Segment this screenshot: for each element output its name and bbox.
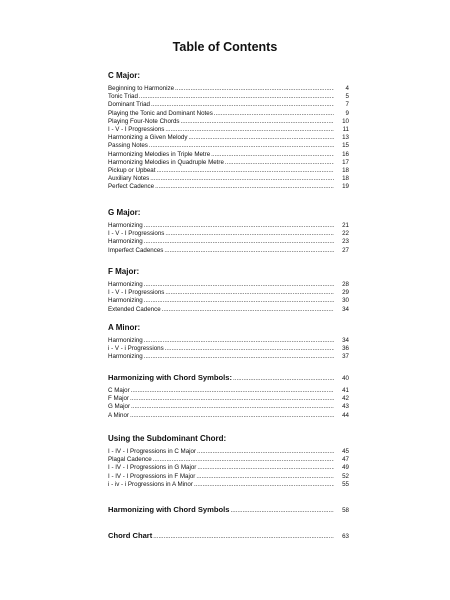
toc-entry[interactable]: G Major ..... 43	[108, 403, 349, 411]
toc-entry[interactable]: i - V - i Progressions ..... 36	[108, 345, 349, 353]
toc-entry[interactable]: Harmonizing a Given Melody ..... 13	[108, 134, 349, 142]
section-a-minor	[108, 323, 349, 362]
toc-entry[interactable]: Playing Four-Note Chords ..... 10	[108, 118, 349, 126]
dot-leader	[214, 110, 334, 118]
dot-leader	[149, 142, 334, 150]
dot-leader	[194, 481, 334, 489]
toc-entry[interactable]: i - iv - i Progressions in A Minor ..... 55	[108, 481, 349, 489]
dot-leader	[196, 473, 334, 481]
toc-entry[interactable]: Perfect Cadence ..... 19	[108, 183, 349, 191]
toc-entry[interactable]: Harmonizing ..... 37	[108, 353, 349, 361]
dot-leader	[165, 230, 334, 238]
section-heading: F Major:	[108, 267, 140, 276]
dot-leader	[150, 175, 334, 183]
toc-entry[interactable]: Harmonizing ..... 30	[108, 297, 349, 305]
section-f-major	[108, 267, 349, 314]
dot-leader	[162, 306, 334, 314]
section-heading: C Major:	[108, 71, 140, 80]
toc-entry[interactable]: Playing the Tonic and Dominant Notes ..... 9	[108, 110, 349, 118]
dot-leader	[144, 222, 334, 230]
toc-heading-entry[interactable]: Chord Chart ..... 63	[108, 531, 349, 541]
toc-entry[interactable]: Dominant Triad ..... 7	[108, 101, 349, 109]
dot-leader	[181, 118, 334, 126]
dot-leader	[151, 101, 334, 109]
section-c-major	[108, 71, 349, 191]
toc-entry[interactable]: Harmonizing ..... 21	[108, 222, 349, 230]
dot-leader	[131, 403, 334, 411]
toc-entry[interactable]: Extended Cadence ..... 34	[108, 306, 349, 314]
dot-leader	[165, 345, 334, 353]
toc-entry[interactable]: Imperfect Cadences ..... 27	[108, 247, 349, 255]
toc-entry[interactable]: Harmonizing ..... 23	[108, 238, 349, 246]
section-heading: Using the Subdominant Chord:	[108, 434, 227, 443]
dot-leader	[164, 247, 334, 255]
section-heading: A Minor:	[108, 323, 141, 332]
dot-leader	[144, 281, 334, 289]
toc-entry[interactable]: I - IV - I Progressions in G Major ..... 49	[108, 464, 349, 472]
toc-entry[interactable]: I - V - I Progressions ..... 11	[108, 126, 349, 134]
section-subdominant	[108, 434, 349, 489]
dot-leader	[144, 297, 334, 305]
dot-leader	[139, 93, 334, 101]
dot-leader	[144, 353, 334, 361]
toc-entry[interactable]: Beginning to Harmonize ..... 4	[108, 85, 349, 93]
section-g-major	[108, 208, 349, 255]
dot-leader	[231, 506, 334, 515]
toc-entry[interactable]: F Major ..... 42	[108, 395, 349, 403]
dot-leader	[130, 395, 334, 403]
section-chord-chart	[108, 531, 349, 541]
dot-leader	[144, 238, 334, 246]
dot-leader	[188, 134, 334, 142]
dot-leader	[153, 532, 334, 541]
dot-leader	[175, 85, 334, 93]
dot-leader	[197, 464, 334, 472]
section-heading: G Major:	[108, 208, 141, 217]
toc-entry[interactable]: Harmonizing ..... 34	[108, 337, 349, 345]
toc-entry[interactable]: Plagal Cadence ..... 47	[108, 456, 349, 464]
toc-entry[interactable]: Pickup or Upbeat ..... 18	[108, 167, 349, 175]
toc-entry[interactable]: Harmonizing Melodies in Triple Metre ..... 16	[108, 151, 349, 159]
toc-entry[interactable]: Harmonizing Melodies in Quadruple Metre ..... 17	[108, 159, 349, 167]
dot-leader	[153, 456, 334, 464]
toc-entry[interactable]: I - V - I Progressions ..... 29	[108, 289, 349, 297]
section-chord-symbols-2	[108, 505, 349, 515]
toc-entry[interactable]: Passing Notes ..... 15	[108, 142, 349, 150]
toc-entry[interactable]: I - V - I Progressions ..... 22	[108, 230, 349, 238]
toc-entry[interactable]: Harmonizing ..... 28	[108, 281, 349, 289]
toc-entry[interactable]: A Minor ..... 44	[108, 412, 349, 420]
toc-entry[interactable]: Tonic Triad ..... 5	[108, 93, 349, 101]
toc-entry[interactable]: Auxiliary Notes ..... 18	[108, 175, 349, 183]
dot-leader	[130, 412, 334, 420]
dot-leader	[233, 374, 334, 383]
dot-leader	[156, 167, 334, 175]
dot-leader	[155, 183, 334, 191]
page-title: Table of Contents	[172, 40, 278, 54]
dot-leader	[197, 448, 334, 456]
toc-entry[interactable]: I - IV - I Progressions in C Major ..... 45	[108, 448, 349, 456]
dot-leader	[165, 126, 334, 134]
dot-leader	[211, 151, 334, 159]
dot-leader	[144, 337, 334, 345]
toc-heading-entry[interactable]: Harmonizing with Chord Symbols: ..... 40	[108, 373, 349, 383]
dot-leader	[165, 289, 334, 297]
section-chord-symbols	[108, 373, 349, 420]
toc-entry[interactable]: C Major ..... 41	[108, 387, 349, 395]
toc-heading-entry[interactable]: Harmonizing with Chord Symbols ..... 58	[108, 505, 349, 515]
dot-leader	[131, 387, 334, 395]
dot-leader	[225, 159, 334, 167]
toc-entry[interactable]: I - IV - I Progressions in F Major ..... 52	[108, 473, 349, 481]
